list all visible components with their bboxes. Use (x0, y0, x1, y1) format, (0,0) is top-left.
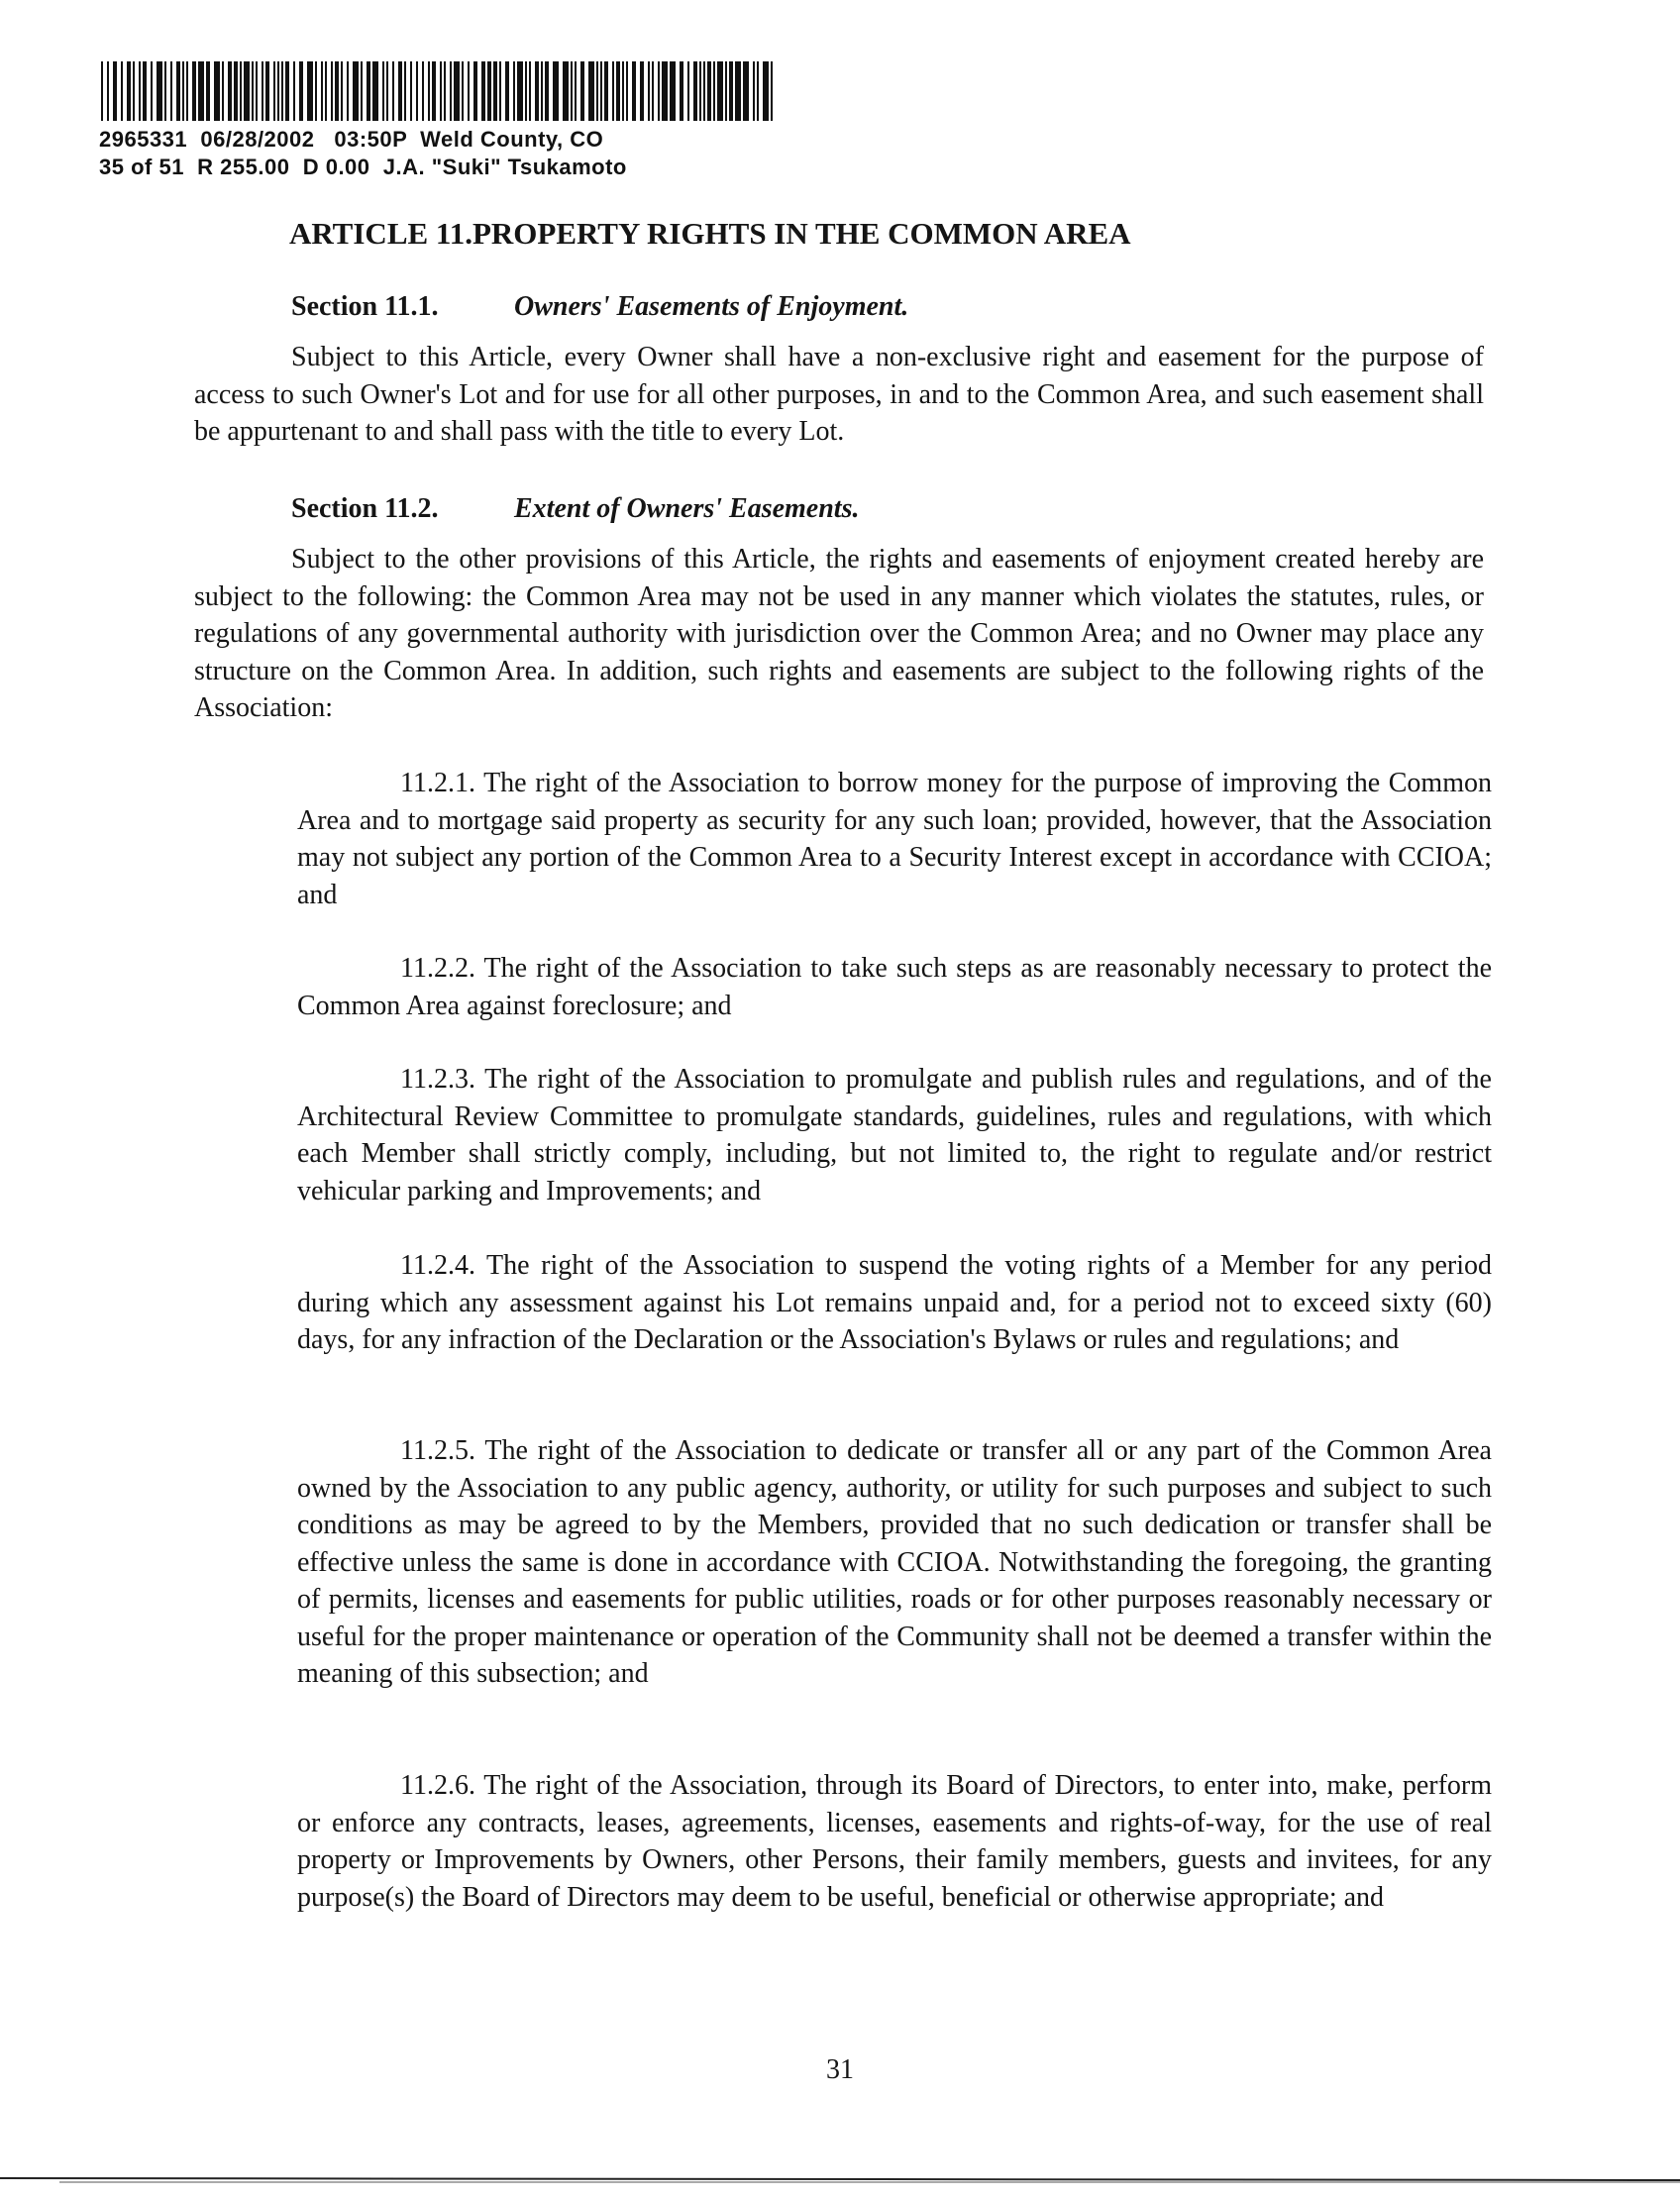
scan-edge-line (0, 2175, 1680, 2185)
section-number: Section 11.1. (291, 291, 439, 322)
recording-fee: R 255.00 (197, 155, 290, 179)
section-heading-11-1 (291, 291, 908, 323)
recording-stamp-line-1 (99, 127, 603, 153)
section-number: Section 11.2. (291, 493, 439, 524)
reception-number: 2965331 (99, 127, 188, 152)
clerk-name: J.A. "Suki" Tsukamoto (382, 155, 627, 179)
page-number: 31 (826, 2054, 854, 2085)
subsection-11-2-6: 11.2.6. The right of the Association, through its Board of Directors, to enter into, make, perform or enforce any contracts, leases, agreements, licenses, easements and rights-of-way, for the use of real property or Improvements by Owners, other Persons, their family members, guests and invitees, for any purpose(s) the Board of Directors may deem to be useful, beneficial or otherwise appropriate; and (297, 1770, 1492, 1913)
page-count: 35 of 51 (99, 155, 184, 179)
barcode-image (99, 61, 781, 121)
doc-fee: D 0.00 (302, 155, 370, 179)
subsection-11-2-5: 11.2.5. The right of the Association to dedicate or transfer all or any part of the Common Area owned by the Association to any public agency, authority, or utility for such purposes and subject to such conditions as may be agreed to by the Members, provided that no such dedication or transfer shall be effective unless the same is done in accordance with CCIOA. Notwithstanding the foregoing, the granting of permits, licenses and easements for public utilities, roads or for other purposes reasonably necessary or useful for the proper maintenance or operation of the Community shall not be deemed a transfer within the meaning of this subsection; and (297, 1435, 1492, 1689)
subsection-11-2-4: 11.2.4. The right of the Association to suspend the voting rights of a Member for any period during which any assessment against his Lot remains unpaid and, for a period not to exceed sixty (60) days, for any infraction of the Declaration or the Association's Bylaws or rules and regulations; and (297, 1250, 1492, 1355)
subsection-11-2-3: 11.2.3. The right of the Association to promulgate and publish rules and regulations, and of the Architectural Review Committee to promulgate standards, guidelines, rules and regulations, with which each Member shall strictly comply, including, but not limited to, the right to regulate and/or restrict vehicular parking and Improvements; and (297, 1064, 1492, 1206)
article-title: ARTICLE 11.PROPERTY RIGHTS IN THE COMMON AREA (289, 216, 1131, 251)
recorded-date: 06/28/2002 (200, 127, 315, 152)
subsection-11-2-2: 11.2.2. The right of the Association to take such steps as are reasonably necessary to protect the Common Area against foreclosure; and (297, 953, 1492, 1021)
recorded-time: 03:50P (334, 127, 407, 152)
subsection-11-2-1: 11.2.1. The right of the Association to borrow money for the purpose of improving the Common Area and to mortgage said property as security for any such loan; provided, however, that the Association may not subject any portion of the Common Area to a Security Interest except in accordance with CCIOA; and (297, 768, 1492, 910)
section-11-1-paragraph: Subject to this Article, every Owner shall have a non-exclusive right and easement for the purpose of access to such Owner's Lot and for use for all other purposes, in and to the Common Area, and such easement shall be appurtenant to and shall pass with the title to every Lot. (194, 342, 1484, 447)
section-11-2-paragraph: Subject to the other provisions of this Article, the rights and easements of enjoyment created hereby are subject to the following: the Common Area may not be used in any manner which violates the statutes, rules, or regulations of any governmental authority with jurisdiction over the Common Area; and no Owner may place any structure on the Common Area. In addition, such rights and easements are subject to the following rights of the Association: (194, 544, 1484, 723)
county-name: Weld County, CO (420, 127, 604, 152)
section-heading-11-2 (291, 493, 859, 525)
section-title: Owners' Easements of Enjoyment. (514, 291, 909, 322)
recording-stamp-line-2 (99, 155, 627, 180)
section-title: Extent of Owners' Easements. (514, 493, 860, 524)
